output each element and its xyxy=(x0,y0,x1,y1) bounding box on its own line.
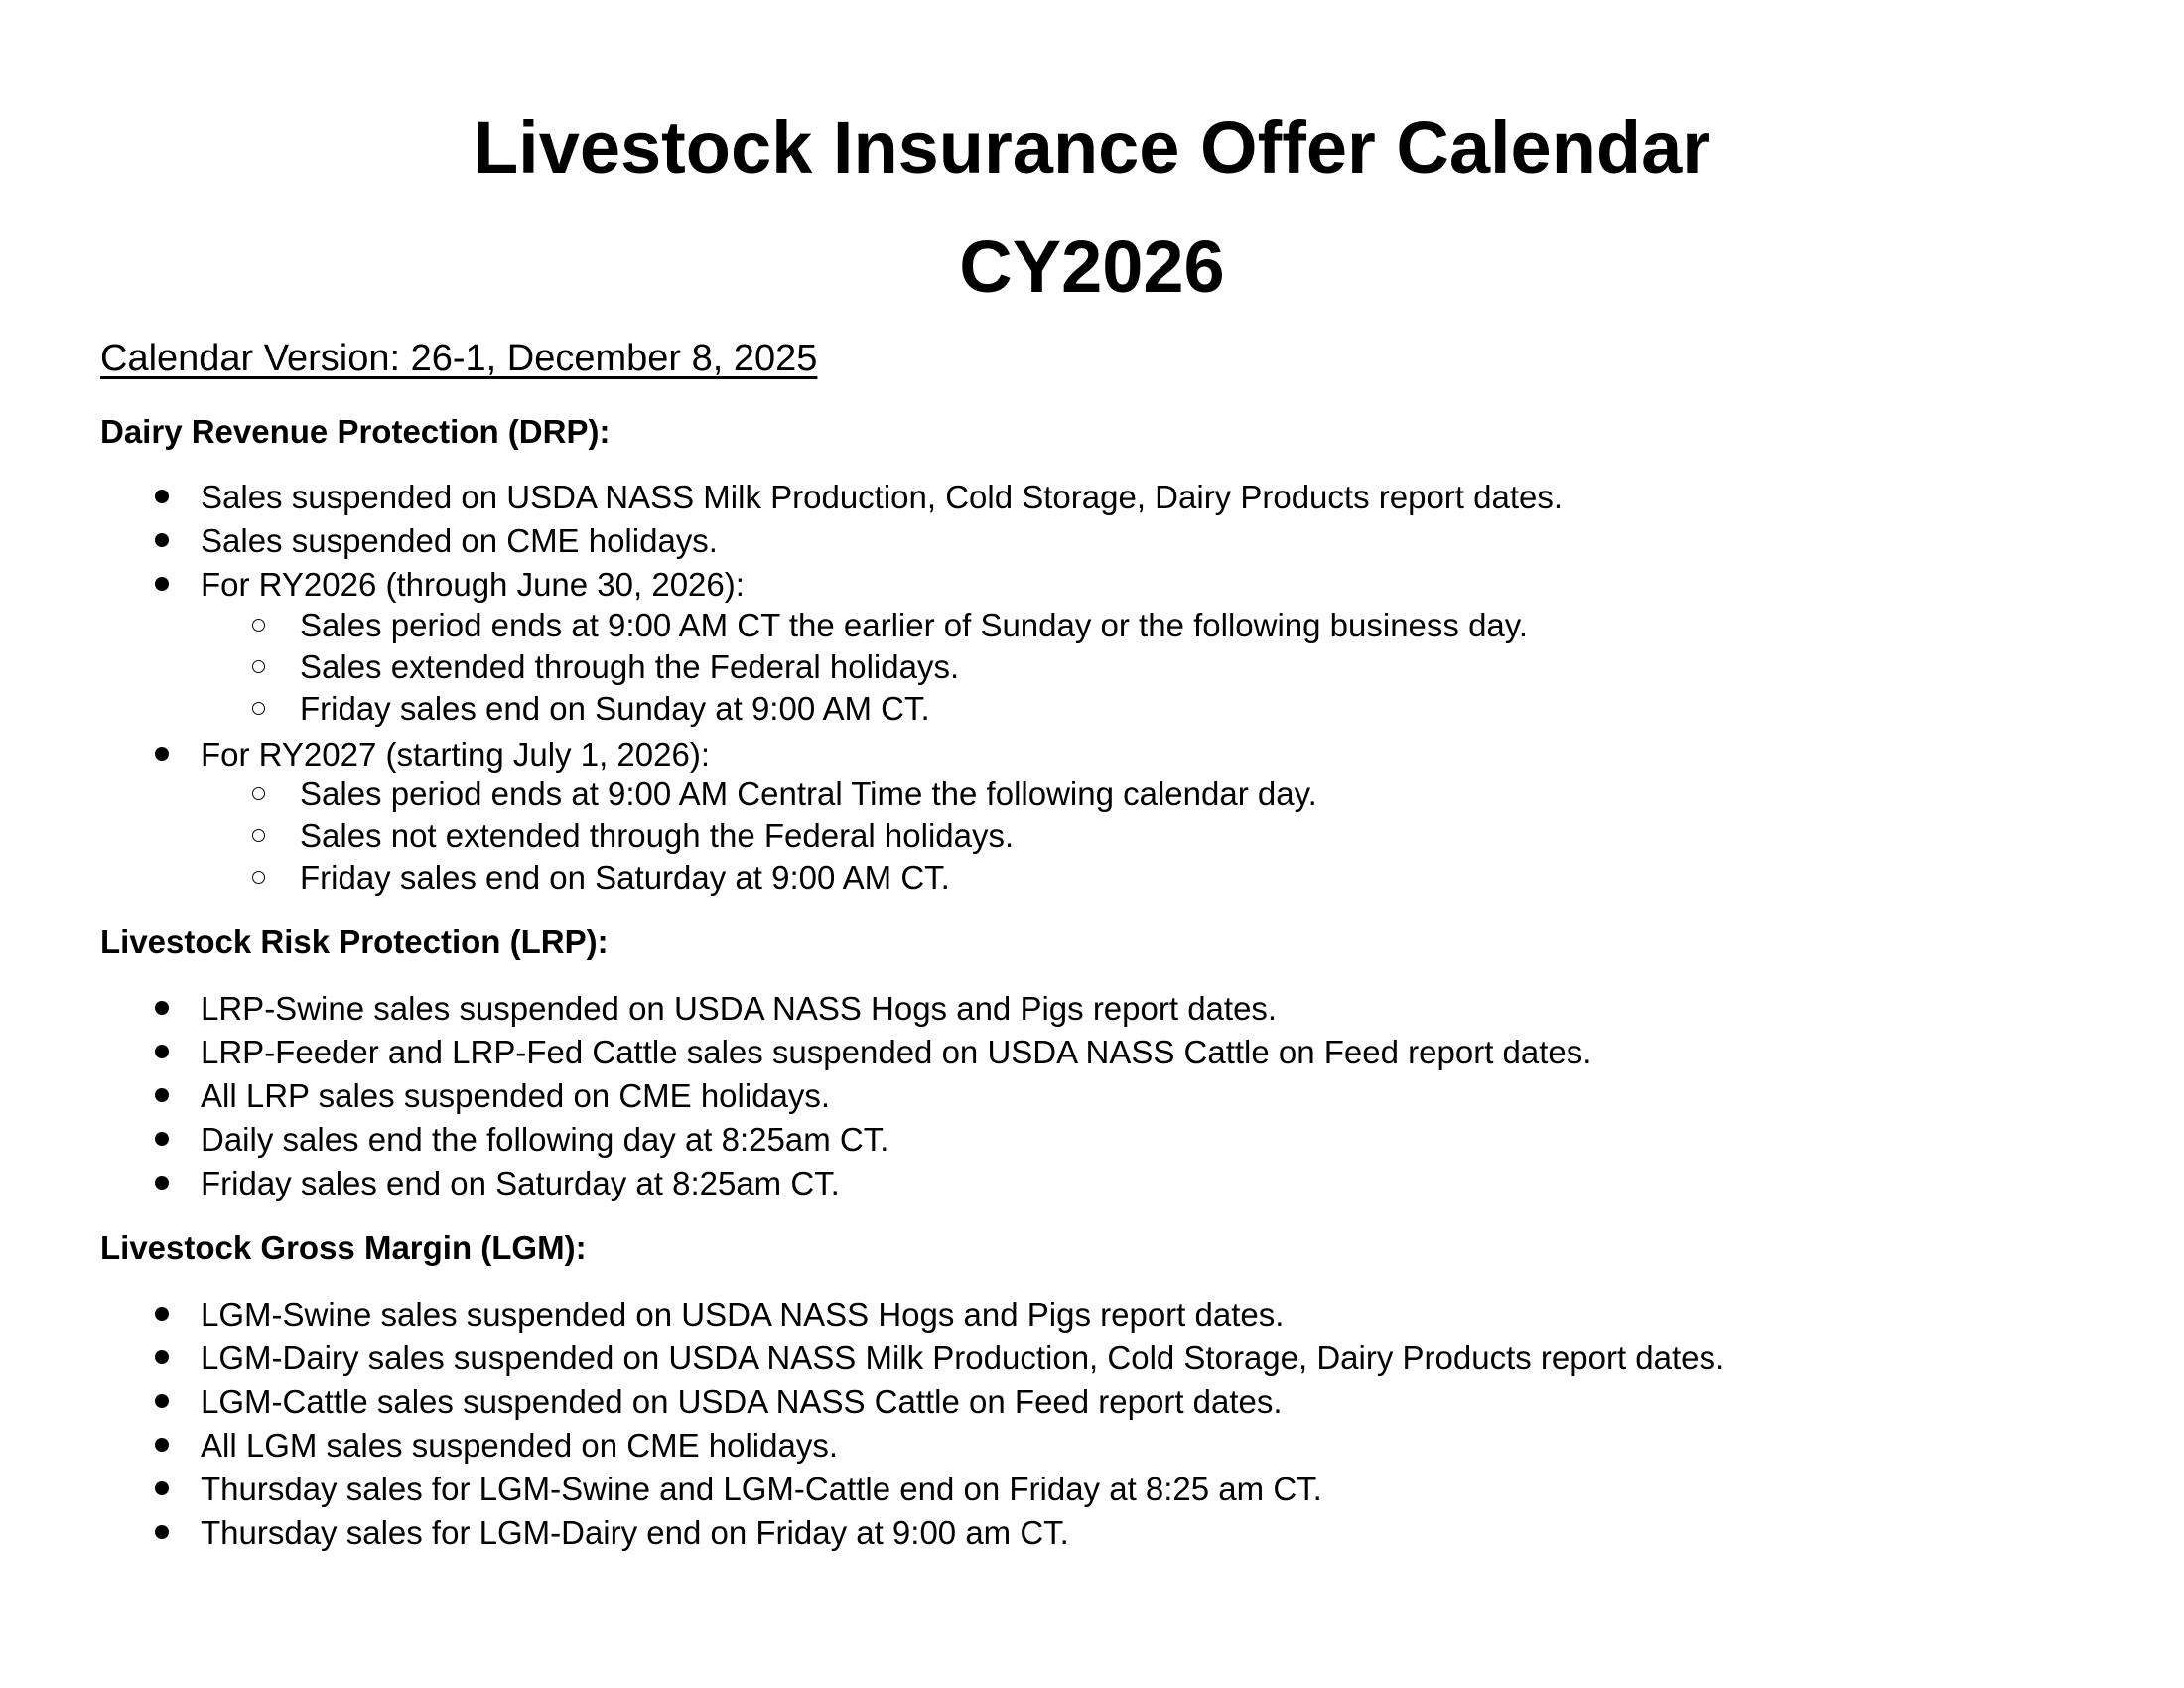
bullet-icon xyxy=(155,1481,169,1495)
bullet-icon xyxy=(155,1350,169,1364)
drp-ry2027-subitem: Sales not extended through the Federal holidays. xyxy=(300,817,1015,854)
bullet-icon xyxy=(155,1088,169,1102)
drp-ry2026-subitem: Sales extended through the Federal holidays. xyxy=(300,648,960,685)
lrp-item: LRP-Feeder and LRP-Fed Cattle sales suspended on USDA NASS Cattle on Feed report dates. xyxy=(201,1034,1592,1070)
lgm-item: Thursday sales for LGM-Dairy end on Friday at 9:00 am CT. xyxy=(201,1514,1069,1551)
bullet-icon xyxy=(155,1307,169,1321)
sub-bullet-icon xyxy=(252,787,265,800)
drp-item: For RY2027 (starting July 1, 2026): xyxy=(201,736,710,773)
bullet-icon xyxy=(155,490,169,503)
bullet-icon xyxy=(155,1438,169,1452)
sub-bullet-icon xyxy=(252,702,265,715)
sub-bullet-icon xyxy=(252,871,265,884)
lrp-item: Daily sales end the following day at 8:25am CT. xyxy=(201,1121,889,1158)
bullet-icon xyxy=(155,747,169,761)
bullet-icon xyxy=(155,1132,169,1146)
bullet-icon xyxy=(155,1001,169,1015)
lgm-item: All LGM sales suspended on CME holidays. xyxy=(201,1427,838,1464)
lrp-item: LRP-Swine sales suspended on USDA NASS Hogs and Pigs report dates. xyxy=(201,990,1278,1027)
bullet-icon xyxy=(155,1045,169,1058)
bullet-icon xyxy=(155,577,169,591)
page-title: Livestock Insurance Offer Calendar xyxy=(473,106,1711,189)
drp-item: For RY2026 (through June 30, 2026): xyxy=(201,566,745,603)
sub-bullet-icon xyxy=(252,660,265,673)
drp-item: Sales suspended on USDA NASS Milk Production, Cold Storage, Dairy Products report dates. xyxy=(201,479,1564,515)
page-subtitle-year: CY2026 xyxy=(959,225,1225,308)
lgm-item: Thursday sales for LGM-Swine and LGM-Cattle end on Friday at 8:25 am CT. xyxy=(201,1471,1322,1507)
lgm-item: LGM-Swine sales suspended on USDA NASS Hogs and Pigs report dates. xyxy=(201,1296,1285,1333)
drp-ry2026-subitem: Friday sales end on Sunday at 9:00 AM CT. xyxy=(300,690,930,727)
bullet-icon xyxy=(155,1525,169,1539)
lgm-heading: Livestock Gross Margin (LGM): xyxy=(100,1229,587,1266)
drp-heading: Dairy Revenue Protection (DRP): xyxy=(100,413,611,450)
bullet-icon xyxy=(155,1176,169,1190)
calendar-version: Calendar Version: 26-1, December 8, 2025 xyxy=(100,338,818,379)
sub-bullet-icon xyxy=(252,619,265,632)
bullet-icon xyxy=(155,1394,169,1408)
lrp-item: Friday sales end on Saturday at 8:25am CT. xyxy=(201,1165,840,1201)
drp-item: Sales suspended on CME holidays. xyxy=(201,522,718,559)
lrp-heading: Livestock Risk Protection (LRP): xyxy=(100,923,609,960)
drp-ry2027-subitem: Friday sales end on Saturday at 9:00 AM CT. xyxy=(300,859,950,896)
lgm-item: LGM-Dairy sales suspended on USDA NASS Milk Production, Cold Storage, Dairy Products report dates. xyxy=(201,1339,1725,1376)
sub-bullet-icon xyxy=(252,829,265,842)
drp-ry2026-subitem: Sales period ends at 9:00 AM CT the earlier of Sunday or the following business day. xyxy=(300,607,1529,643)
bullet-icon xyxy=(155,533,169,547)
lgm-item: LGM-Cattle sales suspended on USDA NASS Cattle on Feed report dates. xyxy=(201,1383,1283,1420)
drp-ry2027-subitem: Sales period ends at 9:00 AM Central Time the following calendar day. xyxy=(300,775,1317,812)
lrp-item: All LRP sales suspended on CME holidays. xyxy=(201,1077,831,1114)
